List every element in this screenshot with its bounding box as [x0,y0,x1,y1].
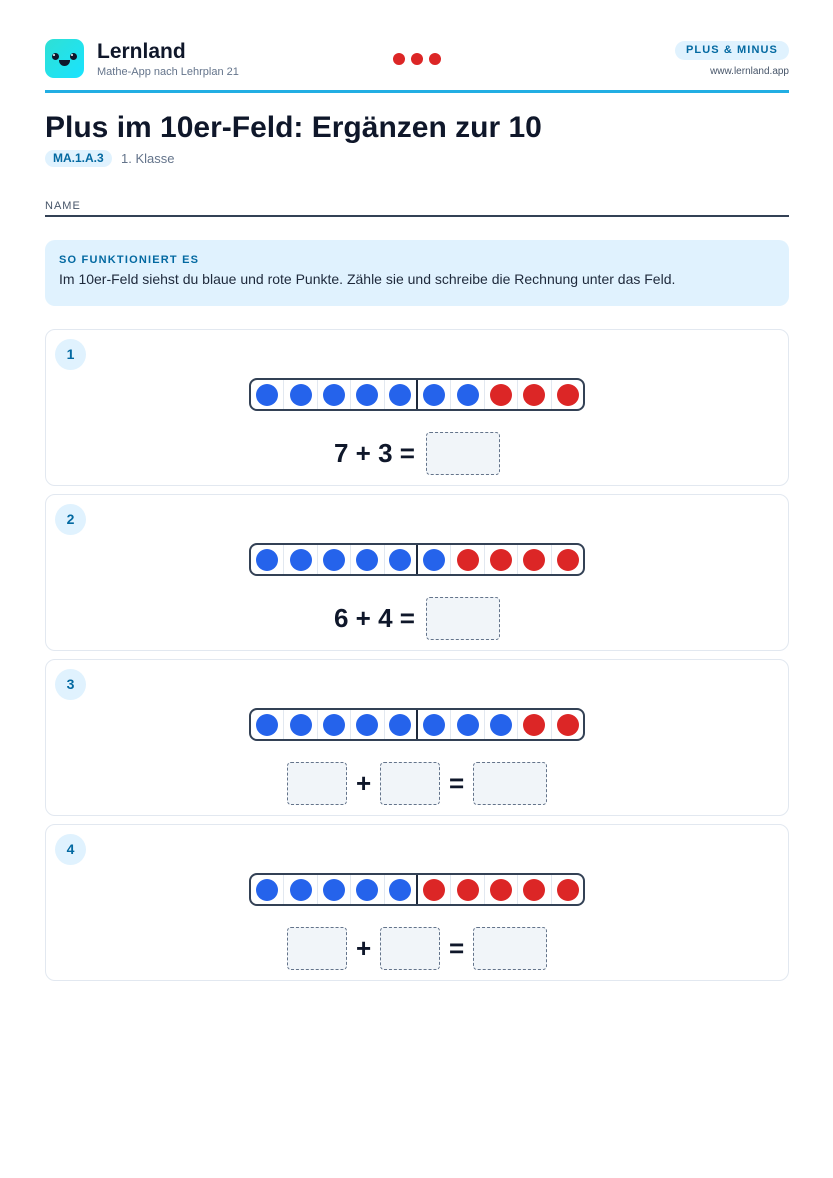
ten-frame-cell [518,380,551,409]
ten-frame-cell [284,875,317,904]
equation-text: 7 + 3 = [334,438,415,468]
blue-dot [256,549,278,571]
blue-dot [290,714,312,736]
blue-dot [256,879,278,901]
ten-frame-cell [284,710,317,739]
header [45,39,789,93]
task-card [45,494,789,651]
ten-frame-cell [552,380,585,409]
red-dot [557,384,579,406]
blue-dot [356,384,378,406]
brand-name: Lernland [97,40,186,63]
blue-dot [356,714,378,736]
ten-frame-cell [485,710,518,739]
red-dot [523,549,545,571]
blue-dot [323,549,345,571]
ten-frame [249,378,585,411]
blue-dot [256,714,278,736]
ten-frame-cell [284,380,317,409]
ten-frame [249,873,585,906]
addend-box[interactable] [380,927,440,970]
task-card [45,659,789,816]
curriculum-code-badge: MA.1.A.3 [45,150,112,167]
plus-sign: + [356,933,372,963]
blue-dot [323,714,345,736]
ten-frame-cell [318,545,351,574]
website-url[interactable]: www.lernland.app [710,66,789,77]
ten-frame-cell [518,545,551,574]
ten-frame [249,543,585,576]
blue-dot [423,714,445,736]
logo-icon [45,39,84,78]
ten-frame-cell [451,875,484,904]
ten-frame-cell [418,380,451,409]
ten-frame-cell [251,875,284,904]
ten-frame-cell [518,875,551,904]
topic-badge: PLUS & MINUS [675,41,789,60]
ten-frame-cell [318,875,351,904]
blue-dot [423,549,445,571]
ten-frame-cell [451,710,484,739]
blue-dot [423,384,445,406]
blue-dot [389,879,411,901]
blue-dot [290,879,312,901]
task-card [45,329,789,486]
decorative-dots-icon [393,53,441,65]
ten-frame-cell [552,545,585,574]
task-number: 2 [55,504,86,535]
answer-box[interactable] [473,762,547,805]
blue-dot [389,549,411,571]
ten-frame-cell [418,875,451,904]
ten-frame-cell [251,380,284,409]
brand-subtitle: Mathe-App nach Lehrplan 21 [97,66,239,78]
red-dot [490,384,512,406]
red-dot [557,549,579,571]
red-dot [457,549,479,571]
ten-frame-cell [318,380,351,409]
ten-frame-cell [552,710,585,739]
blue-dot [457,714,479,736]
task-card [45,824,789,981]
red-dot [523,879,545,901]
ten-frame-cell [518,710,551,739]
ten-frame-cell [318,710,351,739]
red-dot [523,384,545,406]
task-number: 4 [55,834,86,865]
answer-box[interactable] [473,927,547,970]
answer-box[interactable] [426,432,500,475]
red-dot [557,879,579,901]
ten-frame-cell [385,380,418,409]
instructions-box [45,240,789,306]
blue-dot [256,384,278,406]
ten-frame-cell [485,380,518,409]
addend-box[interactable] [287,927,347,970]
ten-frame-cell [251,710,284,739]
ten-frame [249,708,585,741]
ten-frame-cell [385,710,418,739]
equals-sign: = [449,768,465,798]
name-field[interactable] [45,215,789,217]
ten-frame-cell [552,875,585,904]
grade-label: 1. Klasse [121,151,175,166]
red-dot [457,879,479,901]
blue-dot [356,549,378,571]
blue-dot [457,384,479,406]
red-dot [490,879,512,901]
ten-frame-cell [418,545,451,574]
blue-dot [356,879,378,901]
ten-frame-cell [351,875,384,904]
equals-sign: = [449,933,465,963]
red-dot [523,714,545,736]
ten-frame-cell [351,380,384,409]
task-number: 1 [55,339,86,370]
blue-dot [290,549,312,571]
ten-frame-cell [385,875,418,904]
red-dot [423,879,445,901]
blue-dot [290,384,312,406]
plus-sign: + [356,768,372,798]
red-dot [490,549,512,571]
instructions-heading: SO FUNKTIONIERT ES [59,254,200,266]
ten-frame-cell [251,545,284,574]
blue-dot [389,714,411,736]
name-label: NAME [45,200,81,212]
ten-frame-cell [485,875,518,904]
ten-frame-cell [485,545,518,574]
blue-dot [490,714,512,736]
blue-dot [389,384,411,406]
task-number: 3 [55,669,86,700]
ten-frame-cell [451,545,484,574]
red-dot [557,714,579,736]
addend-box[interactable] [287,762,347,805]
ten-frame-cell [418,710,451,739]
ten-frame-cell [385,545,418,574]
instructions-text: Im 10er-Feld siehst du blaue und rote Punkte. Zähle sie und schreibe die Rechnung unter das Feld. [59,271,676,287]
blue-dot [323,384,345,406]
page-title: Plus im 10er-Feld: Ergänzen zur 10 [45,111,542,144]
equation-text: 6 + 4 = [334,603,415,633]
ten-frame-cell [284,545,317,574]
blue-dot [323,879,345,901]
ten-frame-cell [451,380,484,409]
answer-box[interactable] [426,597,500,640]
ten-frame-cell [351,545,384,574]
ten-frame-cell [351,710,384,739]
addend-box[interactable] [380,762,440,805]
